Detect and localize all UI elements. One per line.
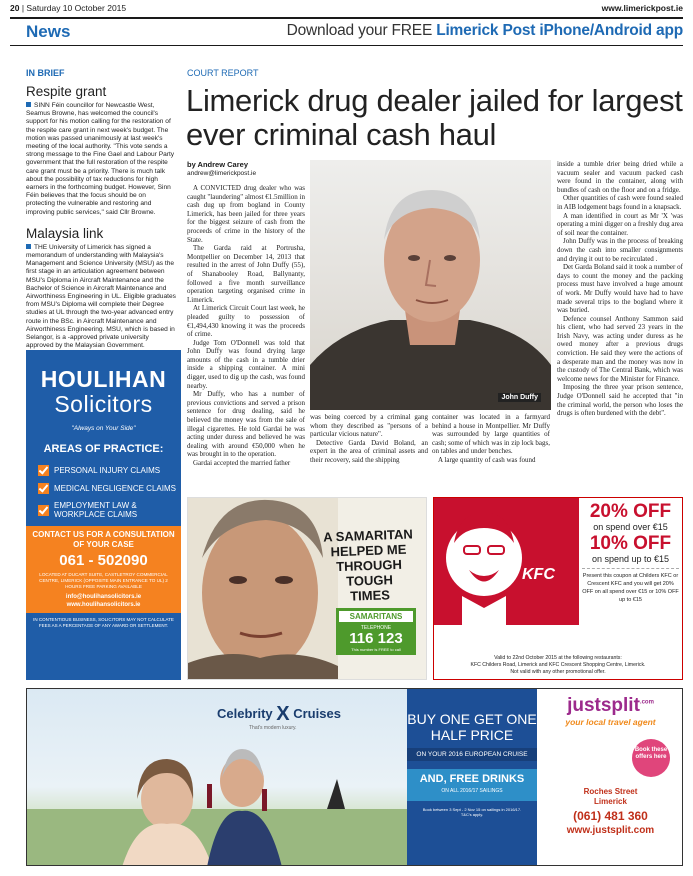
celebrity-tagline: That's modern luxury. bbox=[249, 725, 297, 731]
app-promo-bold: Limerick Post iPhone/Android app bbox=[436, 22, 683, 39]
samaritans-ad[interactable] bbox=[187, 497, 427, 680]
offer-10: 10% OFF bbox=[589, 533, 672, 554]
justsplit-website[interactable]: www.justsplit.com bbox=[566, 825, 655, 836]
houlihan-brand-sub: Solicitors bbox=[54, 391, 153, 417]
houlihan-brand: HOULIHAN bbox=[40, 366, 167, 392]
app-promo-prefix: Download your FREE bbox=[286, 22, 433, 39]
samaritans-name: SAMARITANS bbox=[339, 611, 413, 622]
coupon-terms: Present this coupon at Childers KFC or Crescent KFC and you will get 20% OFF on all spend over €15 or 10% OFF up to €15 bbox=[582, 568, 679, 604]
checkmark-icon bbox=[38, 505, 49, 516]
in-brief-kicker: IN BRIEF bbox=[26, 68, 65, 78]
article-headline: Limerick drug dealer jailed for largest ever criminal cash haul bbox=[186, 83, 683, 152]
disclaimer: IN CONTENTIOUS BUSINESS, SOLICITORS MAY NOT CALCULATE FEES AS A PERCENTAGE OF ANY AWARD OR SETTLEMENT. bbox=[33, 617, 174, 628]
kfc-logo-panel bbox=[434, 498, 579, 625]
kfc-offers bbox=[582, 502, 679, 604]
offer-20-sub: on spend over €15 bbox=[593, 522, 668, 532]
article-column-3: container was located in a farmyard behind a house in Montpellier. Mr Duffy was surrounded by large quantities of cash; some of which was in zip lock bags, on tables and under benches. A large quantity of cash was found bbox=[432, 413, 550, 464]
justsplit-address: Roches Street Limerick bbox=[583, 787, 638, 806]
list-item: PERSONAL INJURY CLAIMS bbox=[38, 465, 181, 476]
address: LOCATED AT DUCART SUITE, CASTLETROY COMMERCIAL CENTRE, LIMERICK (OPPOSITE MAIN ENTRANCE TO UL) 2 HOURS FREE PARKING AVAILABLE bbox=[39, 572, 168, 589]
in-brief-column bbox=[26, 68, 176, 350]
offer-10-sub: on spend up to €15 bbox=[591, 554, 670, 564]
bullet-square-icon bbox=[26, 244, 31, 249]
website-link[interactable]: www.houlihansolicitors.ie bbox=[66, 602, 141, 608]
portrait-image bbox=[310, 160, 551, 410]
article-photo bbox=[310, 160, 551, 410]
areas-list bbox=[38, 465, 181, 519]
list-item: EMPLOYMENT LAW & WORKPLACE CLAIMS bbox=[38, 501, 181, 519]
kfc-validity: Valid to 22nd October 2015 at the following restaurants: KFC Childers Road, Limerick and KFC Crescent Shopping Centre, Limerick. Not valid with any other promotional offer. bbox=[470, 655, 646, 675]
celebrity-x-icon: X bbox=[276, 703, 290, 725]
free-call-note: This number is FREE to call bbox=[351, 647, 401, 652]
samaritans-badge bbox=[336, 608, 416, 655]
article-column-4: inside a tumble drier being dried while a vacuum sealer and vacuum packed cash were found in the container, along with bundles of cash on the floor and on a fridge. Other quantities of cash were found sealed in AIB lodgement bags found in a knapsack. A man identified in court as Mr 'X 'was operating a mini digger on a freshly dug area of soil near the container. John Duffy was in the process of breaking down the cash into smaller consignments and drying it out to be recirculated . Det Garda Boland said it took a number of days to count the money and the packing process must have involved a huge amount of work. Mr Duffy would have had to have made several trips to the bogland where it was buried. Defence counsel Anthony Sammon said his client, who had served 23 years in the Irish Navy, was acting under duress as he owed money after a previous drugs conviction. He said they were the actions of a desperate man and the money was now in the custody of The Central Bank, which was welcome news for the Minister for Finance. Imposing the three year prison sentence, Judge O'Donnell said he accepted that "in the criminal world, the person who loses the drugs is often burdened with the debt". bbox=[557, 160, 683, 418]
brief-heading: Malaysia link bbox=[26, 225, 104, 241]
offer-20: 20% OFF bbox=[589, 501, 672, 522]
justsplit-panel bbox=[537, 689, 683, 866]
justsplit-phone[interactable]: (061) 481 360 bbox=[573, 809, 648, 823]
section-rule bbox=[10, 45, 683, 46]
checkmark-icon bbox=[38, 465, 49, 476]
header-rule bbox=[10, 17, 683, 19]
brief-text: SINN Féin councillor for Newcastle West, Seamus Browne, has welcomed the council's support for his motion calling for the restoration of the respite care grant in next week's budget. The motion was passed unanimously at last week's meeting of the local authority. "This vote sends a strong message to the Fine Gael and Labour Party government that the full restoration of the respite care grant must be a priority. There is much talk about the possibility of tax reductions for high earners in the forthcoming budget. However, Sinn Féin believes that the focus should be on protecting the vulnerable and restoring and improving public services," said Cllr Browne. bbox=[26, 102, 175, 216]
brief-heading: Respite grant bbox=[26, 84, 107, 99]
site-url[interactable]: www.limerickpost.ie bbox=[601, 3, 683, 13]
brief-text: THE University of Limerick has signed a memorandum of understanding with Malaysia's Management and Science University (MSU) as the first stage in an articulation agreement between MSU's Diploma in Aircraft Maintenance and the Bachelor of Science in Aircraft Maintenance and Airworthiness Engineering in UL. Eligible graduates from MSU's Diploma will complete their Degree studies at UL through the two-year advanced entry route in the BSc. in Aircraft Maintenance and Airworthiness Engineering. MSU, which is based in Selangor, is a -approved private university approved by the Malaysian Government. bbox=[26, 243, 176, 350]
samaritans-number[interactable]: 116 123 bbox=[349, 630, 403, 647]
samaritans-portrait bbox=[188, 498, 338, 680]
cruise-offer-panel bbox=[407, 689, 537, 866]
issue-date: Saturday 10 October 2015 bbox=[26, 3, 127, 13]
checkmark-icon bbox=[38, 483, 49, 494]
bogo-offer: BUY ONE GET ONE HALF PRICE bbox=[407, 711, 537, 743]
list-item: MEDICAL NEGLIGENCE CLAIMS bbox=[38, 483, 181, 494]
celebrity-cruises-ad[interactable] bbox=[26, 688, 683, 866]
cta-text: CONTACT US FOR A CONSULTATION OF YOUR CASE bbox=[32, 530, 175, 549]
european-cruise: ON YOUR 2016 EUROPEAN CRUISE bbox=[407, 748, 537, 761]
byline: by Andrew Carey bbox=[187, 160, 248, 169]
page-header: 20 | Saturday 10 October 2015 www.limerickpost.ie bbox=[10, 3, 683, 13]
houlihan-solicitors-ad[interactable] bbox=[26, 350, 181, 680]
page-number: 20 bbox=[10, 3, 20, 13]
samaritans-headline: A SAMARITAN HELPED ME THROUGH TOUGH TIMES bbox=[322, 526, 413, 604]
kfc-ad[interactable] bbox=[433, 497, 683, 680]
celebrity-logo: Celebrity X Cruises bbox=[217, 703, 341, 725]
bullet-square-icon bbox=[26, 102, 31, 107]
cruise-terms: Book between 3 Sept - 2 Nov 15 on sailings in 2016/17. T&C's apply. bbox=[422, 807, 522, 817]
telephone-label: TELEPHONE bbox=[360, 625, 392, 631]
houlihan-tagline: "Always on Your Side" bbox=[71, 425, 136, 432]
book-here-stamp[interactable]: Book these offers here bbox=[632, 739, 670, 777]
free-drinks: AND, FREE DRINKS ON ALL 2016/17 SAILINGS bbox=[407, 769, 537, 801]
areas-title: AREAS OF PRACTICE: bbox=[43, 443, 164, 455]
kfc-logo: KFC bbox=[522, 566, 555, 583]
justsplit-logo: justsplit$^{.com}$ bbox=[567, 695, 654, 716]
section-title: News bbox=[26, 22, 71, 41]
colonel-icon bbox=[434, 498, 579, 625]
article-column-2: was being coerced by a criminal gang whom they described as "persons of a particular vicious nature". Detective Garda David Boland, an expert in the area of criminal assets and their recovery, said the shipping bbox=[310, 413, 428, 464]
article-kicker: COURT REPORT bbox=[187, 68, 259, 78]
houlihan-cta bbox=[26, 526, 181, 613]
photo-caption: John Duffy bbox=[498, 393, 541, 402]
phone-number[interactable]: 061 - 502090 bbox=[59, 552, 148, 569]
app-promo[interactable] bbox=[287, 22, 683, 40]
email-link[interactable]: info@houlihansolicitors.ie bbox=[65, 594, 142, 600]
article-column-1: A CONVICTED drug dealer who was caught "laundering" almost €1.5million in cash dug up from bogland in County Limerick, has been jailed for three years for the biggest seizure of cash from the proceeds of crime in the history of the State. The Garda raid at Portrusha, Montpellier on December 14, 2013 that resulted in the arrest of John Duffy (55), of Shanabooley Road, Ballynanty, followed a five month surveillance operation targeting organised crime in Limerick. At Limerick Circuit Court last week, he pleaded guilty to possession of €1,494,430 knowing it was the proceeds of crime. Judge Tom O'Donnell was told that John Duffy was found drying large amounts of the cash in a tumble drier inside a shipping container. A mini digger, used to dig up the cash, was found nearby. Mr Duffy, who has a number of previous convictions and served a prison sentence for drug dealing, said he believed the money was from the sale of illegal cigarettes. He told Gardai he was acting under duress and believed he was dealing with around €50,000 when he was brought in to the operation. Gardai accepted the married father bbox=[187, 184, 305, 467]
justsplit-tagline: your local travel agent bbox=[565, 717, 656, 727]
author-email[interactable]: andrew@limerickpost.ie bbox=[187, 170, 257, 177]
